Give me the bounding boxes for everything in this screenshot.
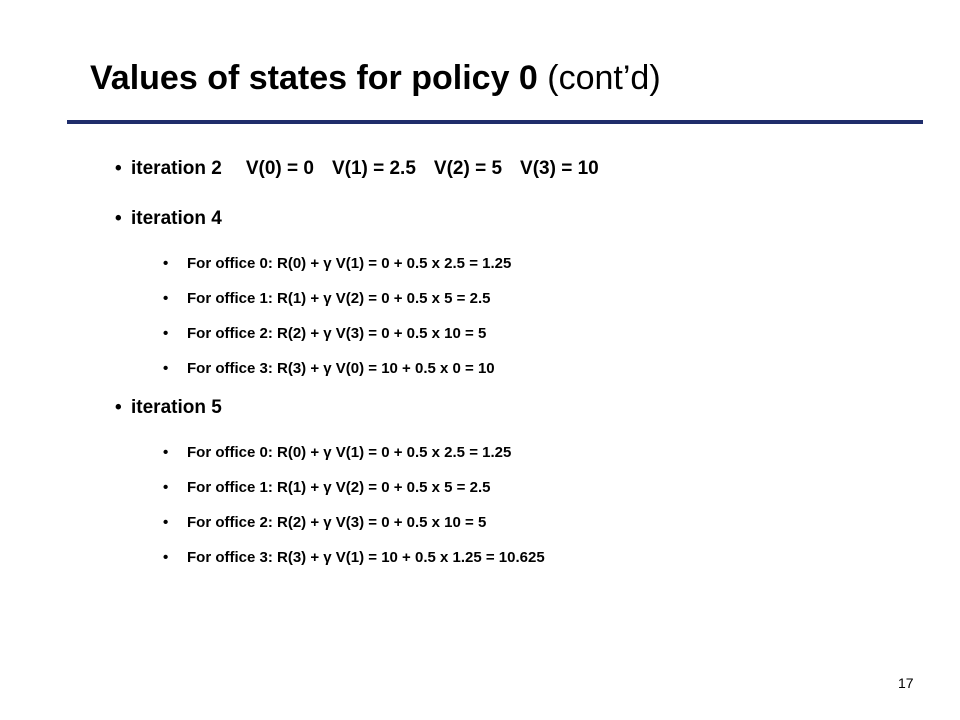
- iteration-4-item: [163, 290, 490, 308]
- iteration-5-item-text: For office 0: R(0) + γ V(1) = 0 + 0.5 x 2.5 = 1.25: [187, 444, 512, 461]
- sub-bullet-glyph: •: [163, 360, 169, 377]
- iteration-4-item-text: For office 2: R(2) + γ V(3) = 0 + 0.5 x 10 = 5: [187, 325, 487, 342]
- iteration-4-item-text: For office 3: R(3) + γ V(0) = 10 + 0.5 x 0 = 10: [187, 360, 495, 377]
- sub-bullet-glyph: •: [163, 255, 169, 272]
- iteration-5-item: [163, 444, 511, 462]
- bullet-glyph: •: [115, 208, 122, 229]
- iteration-5-item: [163, 549, 545, 567]
- bullet-glyph: •: [115, 397, 122, 418]
- sub-bullet-glyph: •: [163, 514, 169, 531]
- title-underline-rule: [67, 120, 923, 124]
- slide-title: [90, 56, 661, 100]
- iteration-2-v1: V(1) = 2.5: [331, 158, 416, 179]
- iteration-4-item-text: For office 1: R(1) + γ V(2) = 0 + 0.5 x 5 = 2.5: [187, 290, 491, 307]
- slide-title-bold: Values of states for policy 0: [90, 59, 538, 97]
- sub-bullet-glyph: •: [163, 290, 169, 307]
- iteration-5-item-text: For office 2: R(2) + γ V(3) = 0 + 0.5 x 10 = 5: [187, 514, 487, 531]
- sub-bullet-glyph: •: [163, 479, 169, 496]
- sub-bullet-glyph: •: [163, 549, 169, 566]
- iteration-5-item: [163, 514, 486, 532]
- iteration-5-item-text: For office 3: R(3) + γ V(1) = 10 + 0.5 x 1.25 = 10.625: [187, 549, 545, 566]
- sub-bullet-glyph: •: [163, 444, 169, 461]
- iteration-5-item: [163, 479, 490, 497]
- iteration-2-v0: V(0) = 0: [245, 158, 314, 179]
- sub-bullet-glyph: •: [163, 325, 169, 342]
- iteration-5-item-text: For office 1: R(1) + γ V(2) = 0 + 0.5 x 5 = 2.5: [187, 479, 491, 496]
- iteration-4-item-text: For office 0: R(0) + γ V(1) = 0 + 0.5 x 2.5 = 1.25: [187, 255, 512, 272]
- iteration-4-item: [163, 255, 511, 273]
- iteration-2-v2: V(2) = 5: [433, 158, 503, 179]
- iteration-5-label: iteration 5: [131, 397, 222, 418]
- iteration-4-label: iteration 4: [131, 208, 222, 229]
- slide-title-normal: (cont’d): [547, 59, 661, 97]
- bullet-iteration-5: [115, 397, 222, 419]
- iteration-4-item: [163, 325, 486, 343]
- iteration-2-label: iteration 2: [131, 158, 222, 179]
- page-number: 17: [898, 675, 914, 691]
- bullet-iteration-2: [115, 158, 599, 180]
- bullet-glyph: •: [115, 158, 122, 179]
- iteration-4-item: [163, 360, 495, 378]
- bullet-iteration-4: [115, 208, 222, 230]
- iteration-2-v3: V(3) = 10: [520, 158, 599, 179]
